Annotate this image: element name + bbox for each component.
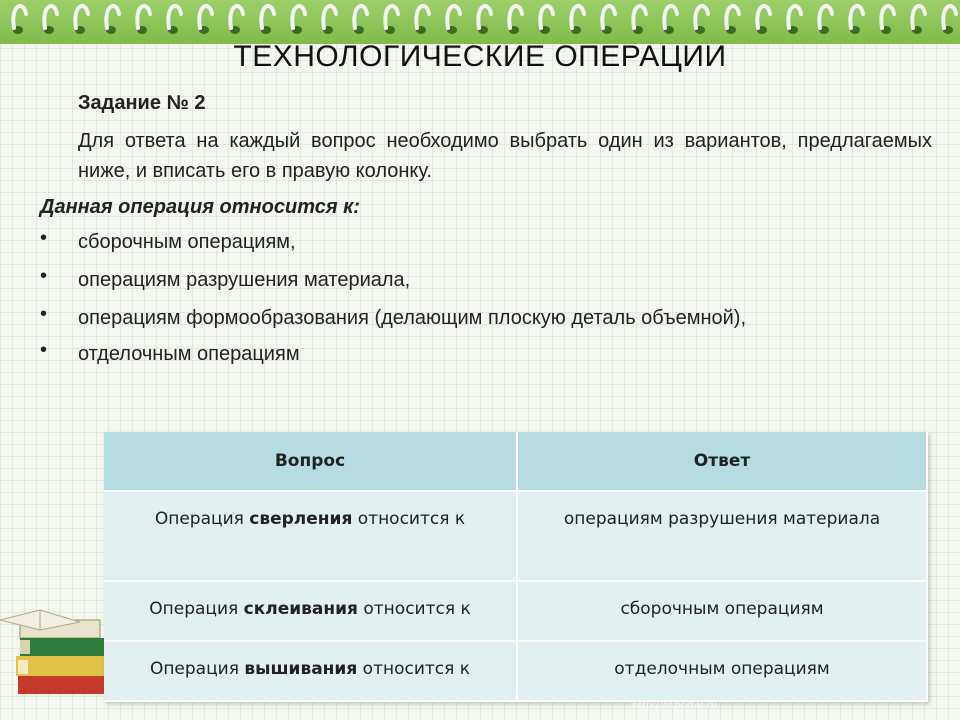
table-row — [104, 581, 927, 641]
spiral-ring — [478, 6, 491, 28]
spiral-ring — [509, 6, 522, 28]
list-item: • отделочным операциям — [40, 340, 934, 368]
spiral-ring — [323, 6, 336, 28]
spiral-ring — [695, 6, 708, 28]
spiral-ring — [757, 6, 770, 28]
spiral-ring — [726, 6, 739, 28]
list-item: • операциям формообразования (делающим плоскую деталь объемной), — [40, 304, 934, 332]
spiral-ring — [912, 6, 925, 28]
page-title: ТЕХНОЛОГИЧЕСКИЕ ОПЕРАЦИИ — [233, 40, 727, 73]
spiral-ring — [447, 6, 460, 28]
spiral-ring — [664, 6, 677, 28]
spiral-ring — [106, 6, 119, 28]
table-row — [104, 641, 927, 701]
lead-text: Данная операция относится к: — [40, 196, 360, 218]
spiral-ring — [168, 6, 181, 28]
header-question: Вопрос — [104, 432, 517, 491]
header-answer: Ответ — [517, 432, 927, 491]
spiral-ring — [788, 6, 801, 28]
spiral-ring — [44, 6, 57, 28]
qa-table — [104, 432, 928, 702]
watermark: http://nsportal.ru — [632, 700, 718, 711]
books-icon — [0, 590, 120, 700]
question-cell: Операция вышивания относится к — [104, 641, 517, 701]
notebook-spiral — [0, 0, 960, 44]
spiral-ring — [602, 6, 615, 28]
spiral-ring — [354, 6, 367, 28]
table-row — [104, 491, 927, 581]
spiral-ring — [850, 6, 863, 28]
spiral-ring — [819, 6, 832, 28]
spiral-ring — [540, 6, 553, 28]
answer-cell: сборочным операциям — [517, 581, 927, 641]
spiral-ring — [881, 6, 894, 28]
spiral-ring — [571, 6, 584, 28]
spiral-ring — [230, 6, 243, 28]
spiral-ring — [137, 6, 150, 28]
question-cell: Операция склеивания относится к — [104, 581, 517, 641]
spiral-ring — [261, 6, 274, 28]
question-cell: Операция сверления относится к — [104, 491, 517, 581]
spiral-ring — [13, 6, 26, 28]
spiral-ring — [199, 6, 212, 28]
instructions: Для ответа на каждый вопрос необходимо выбрать один из вариантов, предлагаемых ниже, и вписать его в правую колонку. — [78, 130, 932, 182]
options-list — [40, 228, 934, 368]
answer-cell: отделочным операциям — [517, 641, 927, 701]
spiral-ring — [385, 6, 398, 28]
spiral-ring — [416, 6, 429, 28]
list-item: • операциям разрушения материала, — [40, 266, 934, 294]
spiral-ring — [633, 6, 646, 28]
spiral-ring — [943, 6, 956, 28]
answer-cell: операциям разрушения материала — [517, 491, 927, 581]
spiral-ring — [75, 6, 88, 28]
spiral-ring — [292, 6, 305, 28]
task-label: Задание № 2 — [78, 92, 206, 114]
list-item: • сборочным операциям, — [40, 228, 934, 256]
